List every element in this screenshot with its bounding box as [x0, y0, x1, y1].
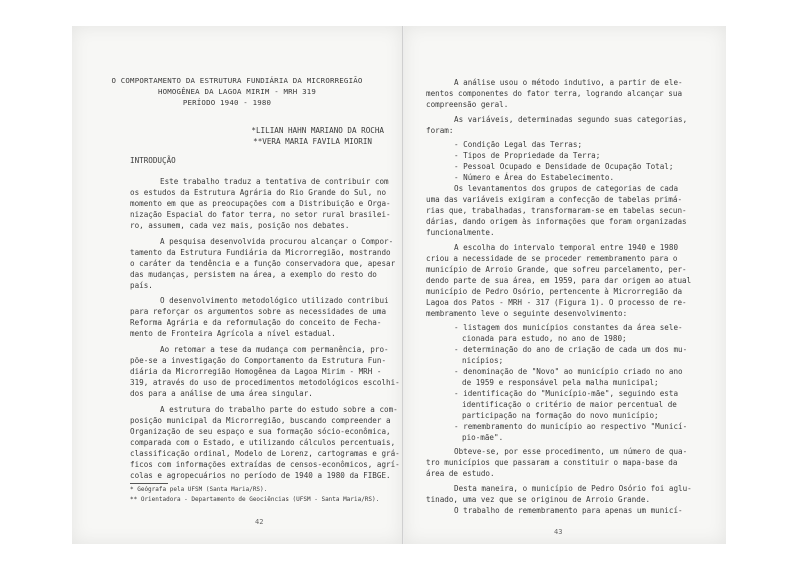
paragraph-line: O desenvolvimento metodológico utilizado contribui [160, 296, 389, 305]
paragraph-line: A escolha do intervalo temporal entre 1940 e 1980 [454, 243, 679, 252]
paragraph-line: uma das variáveis exigiram a confecção de tabelas primá- [426, 195, 683, 204]
paragraph-line: área de estudo. [426, 469, 495, 478]
paragraph-line: tinado, uma vez que se originou de Arroio Grande. [426, 495, 651, 504]
title-line-2: HOMOGÊNEA DA LAGOA MIRIM - MRH 319 [157, 87, 317, 96]
list-item: - denominação de "Novo" ao município criado no ano [454, 367, 683, 376]
paragraph-line: Ao retomar a tese da mudança com permanência, pro- [160, 345, 389, 354]
section-heading: INTRODUÇÃO [130, 156, 176, 165]
list-item: - Número e Área do Estabelecimento. [454, 173, 615, 182]
title-line-1: O COMPORTAMENTO DA ESTRUTURA FUNDIÁRIA DA MICRORREGIÃO [111, 76, 363, 85]
paragraph-line: diária da Microrregião Homogênea da Lagoa Mirim - MRH - [130, 367, 382, 376]
left-page [72, 26, 403, 544]
page-number: 43 [554, 528, 563, 536]
paragraph-line: mentos componentes do fator terra, logrando alcançar sua [426, 89, 683, 98]
paragraph-line: dendo parte de sua área, em 1959, para dar origem ao atual [426, 276, 692, 285]
list-item: de 1959 e responsável pela malha municipal; [462, 378, 659, 387]
paragraph-line: Os levantamentos dos grupos de categorias de cada [454, 184, 679, 193]
list-item: - Condição Legal das Terras; [454, 140, 583, 149]
page-number: 42 [255, 518, 264, 526]
list-item: - identificação do "Município-mãe", seguindo esta [454, 389, 679, 398]
list-item: participação na formação do novo município; [462, 411, 659, 420]
paragraph-line: dos para a análise de uma área singular. [130, 389, 313, 398]
paragraph-line: O trabalho de remembramento para apenas um municí- [454, 506, 683, 515]
paragraph-line: criou a necessidade de se proceder remembramento para o [426, 254, 678, 263]
paragraph-line: o caráter da tendência e a função conservadora que, apesar [130, 259, 396, 268]
right-page [404, 26, 726, 544]
list-item: nicípios; [462, 356, 504, 365]
list-item: - remembramento do município ao respectivo "Municí- [454, 422, 688, 431]
paragraph-line: Este trabalho traduz a tentativa de contribuir com [160, 177, 389, 186]
list-item: - determinação do ano de criação de cada um dos mu- [454, 345, 688, 354]
paragraph-line: município de Pedro Osório, pertencente à Microrregião da [426, 287, 683, 296]
footnote-rule [130, 483, 168, 484]
list-item: - Pessoal Ocupado e Densidade de Ocupação Total; [454, 162, 674, 171]
paragraph-line: rias que, trabalhadas, transformaram-se em tabelas secun- [426, 206, 687, 215]
paragraph-line: para reforçar os argumentos sobre as necessidades de uma [130, 307, 387, 316]
paragraph-line: colas e agropecuários no período de 1940 a 1980 da FIBGE. [130, 471, 391, 480]
list-item: pio-mãe". [462, 433, 504, 442]
paragraph-line: ro, assumem, cada vez mais, posição nos debates. [130, 221, 350, 230]
paragraph-line: município de Arroio Grande, que sofreu parcelamento, per- [426, 265, 687, 274]
list-item: - Tipos de Propriedade da Terra; [454, 151, 601, 160]
list-item: identificação o critério de maior percentual de [462, 400, 677, 409]
paragraph-line: 319, através do uso de procedimentos metodológicos escolhi- [130, 378, 400, 387]
list-item: cionada para estudo, no ano de 1980; [462, 334, 627, 343]
title-line-3: PERÍODO 1940 - 1980 [182, 98, 272, 107]
paragraph-line: Desta maneira, o município de Pedro Osório foi aglu- [454, 484, 692, 493]
paragraph-line: país. [130, 281, 153, 290]
author-2: **VERA MARIA FAVILA MIORIN [253, 137, 372, 146]
paragraph-line: põe-se a investigação do Comportamento da Estrutura Fun- [130, 356, 387, 365]
paragraph-line: posição municipal da Microrregião, buscando compreender a [130, 416, 391, 425]
paragraph-line: dárias, dando origem às informações que foram organizadas [426, 217, 687, 226]
paragraph-line: funcionalmente. [426, 228, 495, 237]
paragraph-line: compreensão geral. [426, 100, 509, 109]
paragraph-line: mento de Fronteira Agrícola a nível estadual. [130, 329, 336, 338]
list-item: - listagem dos municípios constantes da área sele- [454, 323, 683, 332]
paragraph-line: momento em que as preocupações com a Distribuição e Orga- [130, 199, 391, 208]
paragraph-line: das mudanças, persistem na área, a exemplo do resto do [130, 270, 377, 279]
footnote-1: * Geógrafa pela UFSM (Santa Maria/RS). [130, 486, 268, 493]
author-1: *LILIAN HAHN MARIANO DA ROCHA [251, 126, 384, 135]
paragraph-line: tro municípios que passaram a constituir o mapa-base da [426, 458, 678, 467]
paragraph-line: A estrutura do trabalho parte do estudo sobre a com- [160, 405, 398, 414]
paragraph-line: comparada com o Estado, e utilizando cálculos percentuais, [130, 438, 396, 447]
paragraph-line: Reforma Agrária e da reformulação do conceito de Fecha- [130, 318, 382, 327]
paragraph-line: Lagoa dos Patos - MRH - 317 (Figura 1). O processo de re- [426, 298, 687, 307]
paragraph-line: A análise usou o método indutivo, a partir de ele- [454, 78, 683, 87]
paragraph-line: os estudos da Estrutura Agrária do Rio Grande do Sul, no [130, 188, 387, 197]
paragraph-line: Obteve-se, por esse procedimento, um número de qua- [454, 447, 688, 456]
paragraph-line: ficos com informações extraídas de censos-econômicos, agrí- [130, 460, 400, 469]
paragraph-line: As variáveis, determinadas segundo suas categorias, [454, 115, 688, 124]
paragraph-line: A pesquisa desenvolvida procurou alcançar o Compor- [160, 237, 394, 246]
paragraph-line: nização Espacial do fator terra, no setor rural brasilei- [130, 210, 391, 219]
footnote-2: ** Orientadora - Departamento de Geociências (UFSM - Santa Maria/RS). [130, 496, 380, 503]
paragraph-line: tamento da Estrutura Fundiária da Microrregião, mostrando [130, 248, 391, 257]
paragraph-line: membramento leve o seguinte desenvolvimento: [426, 309, 628, 318]
paragraph-line: foram: [426, 126, 454, 135]
paragraph-line: Organização de seu espaço e sua formação sócio-econômica, [130, 427, 391, 436]
paragraph-line: classificação ordinal, Modelo de Lorenz, cartogramas e grá- [130, 449, 400, 458]
